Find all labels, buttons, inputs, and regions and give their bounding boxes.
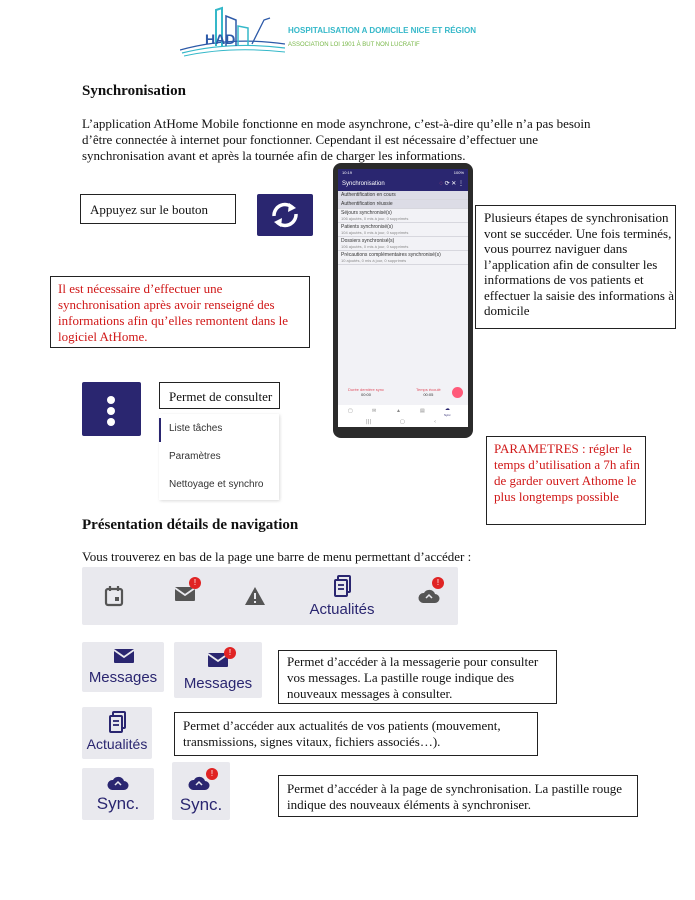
press-button-text: Appuyez sur le bouton: [90, 202, 209, 217]
alert-icon[interactable]: [244, 586, 266, 606]
phone-row-label: Authentification en cours: [341, 192, 396, 198]
parametres-text: PARAMETRES : régler le temps d’utilisation a 7h afin de garder ouvert Athome le plus longtemps possible: [494, 441, 640, 504]
phone-elapsed-value: 00:05: [423, 392, 434, 397]
phone-nav-sync-label: Sync: [444, 413, 451, 417]
actualites-tile[interactable]: [82, 707, 152, 759]
phone-nav-alert-icon[interactable]: ▲: [396, 408, 401, 414]
org-name: HOSPITALISATION A DOMICILE NICE ET RÉGION: [288, 26, 477, 35]
cloud-sync-icon: [107, 774, 129, 792]
messages-tile-badged[interactable]: [174, 642, 262, 698]
messages-desc-callout: [278, 650, 557, 704]
overflow-menu: [159, 414, 279, 500]
phone-row: [338, 209, 468, 223]
actualites-desc: Permet d’accéder aux actualités de vos patients (mouvement, transmissions, signes vitaux, fichiers associés…).: [183, 718, 501, 749]
phone-nav-calendar-icon[interactable]: ▢: [348, 408, 353, 414]
phone-nav-mail-icon[interactable]: ✉: [372, 408, 377, 414]
phone-system-nav: [338, 419, 468, 427]
sync-tile[interactable]: [82, 768, 154, 820]
phone-time: 10:19: [342, 170, 353, 175]
menu-item-liste-taches[interactable]: Liste tâches: [169, 423, 223, 434]
messages-desc: Permet d’accéder à la messagerie pour consulter vos messages. La pastille rouge indique des nouveaux messages à consulter.: [287, 654, 539, 701]
section-title-sync: Synchronisation: [82, 83, 186, 99]
logo-text: HAD: [205, 31, 236, 47]
phone-statusbar: [338, 169, 468, 177]
steps-callout: [475, 205, 676, 329]
sync-nav-item[interactable]: [418, 578, 444, 607]
phone-row-label: Séjours synchronisé(s): [341, 210, 392, 216]
phone-row-label: Patients synchronisé(s): [341, 224, 393, 230]
cloud-sync-icon: [418, 587, 440, 605]
phone-footer: [338, 385, 468, 403]
mail-icon: [113, 648, 135, 664]
phone-elapsed: [416, 387, 441, 397]
phone-battery: 100%: [453, 170, 464, 175]
org-subtitle: ASSOCIATION LOI 1901 À BUT NON LUCRATIF: [288, 42, 420, 48]
phone-nav-news-icon[interactable]: ▤: [420, 408, 425, 414]
phone-row: [338, 237, 468, 251]
consult-callout: [159, 382, 280, 409]
phone-row-label: Précautions complémentaires synchronisé(s): [341, 252, 441, 258]
phone-more-icon[interactable]: ⋮: [458, 181, 464, 187]
actualites-bar-label: Actualités: [309, 601, 375, 618]
had-logo: [180, 6, 285, 58]
parametres-callout: [486, 436, 646, 525]
navigation-intro: Vous trouverez en bas de la page une barre de menu permettant d’accéder :: [82, 549, 472, 564]
menu-active-indicator: [159, 418, 161, 442]
press-button-callout: [80, 194, 236, 224]
consult-text: Permet de consulter: [169, 389, 273, 404]
phone-title: Synchronisation: [342, 181, 385, 187]
phone-row-label: Dossiers synchronisé(s): [341, 238, 395, 244]
phone-row-sub: 104 ajoutés, 0 mis à jour, 0 supprimés: [341, 230, 409, 235]
phone-mockup: [333, 163, 473, 438]
phone-last-sync-value: 00:00: [361, 392, 372, 397]
phone-row: [338, 200, 468, 209]
phone-home-icon[interactable]: ▢: [400, 419, 405, 425]
steps-text: Plusieurs étapes de synchronisation vont se succéder. Une fois terminés, vous pourrez naviguer dans l’application afin de consulter les informations de vos patients et effectuer la saisie des informations à domicile: [484, 210, 674, 318]
phone-appbar-icons[interactable]: [439, 177, 464, 191]
phone-row: [338, 251, 468, 265]
sync-label: Sync.: [179, 795, 223, 814]
more-vert-icon: [107, 396, 115, 426]
messages-tile[interactable]: [82, 642, 164, 692]
section-title-navigation: Présentation détails de navigation: [82, 517, 299, 533]
sync-desc-callout: [278, 775, 638, 817]
phone-screen: [338, 169, 468, 427]
phone-bottom-nav: [338, 405, 468, 419]
phone-last-sync: [348, 387, 384, 397]
phone-progress-icon: ◌: [439, 181, 443, 187]
bottom-bar-preview: [82, 567, 458, 625]
news-icon: [109, 711, 127, 733]
phone-back-icon[interactable]: ‹: [434, 419, 436, 425]
sync-intro: L’application AtHome Mobile fonctionne en mode asynchrone, c’est-à-dire qu’elle n’a pas besoin d’être connectée à internet pour fonctionner. Cependant il est nécessaire d’effectuer une synchronisation avant et après la tournée afin de charger les informations.: [82, 116, 591, 163]
phone-refresh-icon[interactable]: ⟳: [444, 181, 450, 187]
actualites-desc-callout: [174, 712, 538, 756]
sync-icon: [257, 194, 313, 236]
actualites-nav-item[interactable]: [297, 571, 387, 623]
sync-tile-badged[interactable]: [172, 762, 230, 820]
mail-nav-item[interactable]: [174, 578, 198, 605]
phone-row-label: Authentification réussie: [341, 201, 393, 207]
warning-callout: [50, 276, 310, 348]
warning-text: Il est nécessaire d’effectuer une synchronisation après avoir renseigné des informations afin qu’elles remontent dans le logiciel AtHome.: [58, 281, 288, 344]
phone-row-sub: 106 ajoutés, 0 mis à jour, 0 supprimés: [341, 216, 409, 221]
letterhead: [180, 6, 500, 58]
sync-label: Sync.: [96, 794, 140, 813]
calendar-icon[interactable]: [104, 585, 124, 607]
sync-badge: !: [206, 768, 218, 780]
phone-row: [338, 191, 468, 200]
phone-row-sub: 106 ajoutés, 0 mis à jour, 0 supprimés: [341, 244, 409, 249]
menu-item-parametres[interactable]: Paramètres: [169, 451, 221, 462]
sync-badge: !: [432, 577, 444, 589]
more-menu-button[interactable]: [82, 382, 141, 436]
menu-item-nettoyage[interactable]: Nettoyage et synchro: [169, 479, 264, 490]
phone-row-sub: 10 ajoutés, 0 mis à jour, 0 supprimés: [341, 258, 407, 263]
messages-label: Messages: [88, 669, 158, 686]
phone-fab[interactable]: [452, 387, 463, 398]
actualites-label: Actualités: [86, 736, 148, 752]
messages-label: Messages: [183, 675, 253, 692]
phone-close-icon[interactable]: ✕: [451, 181, 457, 187]
phone-last-sync-label: Durée dernière sync: [348, 387, 385, 392]
new-messages-badge: !: [224, 647, 236, 659]
phone-recent-icon[interactable]: |||: [366, 419, 372, 425]
sync-button[interactable]: [257, 194, 313, 236]
new-messages-badge: !: [189, 577, 201, 589]
phone-nav-sync-icon[interactable]: ☁ Sync: [444, 406, 451, 417]
news-icon: [334, 575, 352, 597]
phone-elapsed-label: Temps écoulé: [416, 387, 441, 392]
phone-appbar: [338, 177, 468, 191]
phone-row: [338, 223, 468, 237]
sync-desc: Permet d’accéder à la page de synchronisation. La pastille rouge indique des nouveaux éléments à synchroniser.: [287, 781, 622, 812]
